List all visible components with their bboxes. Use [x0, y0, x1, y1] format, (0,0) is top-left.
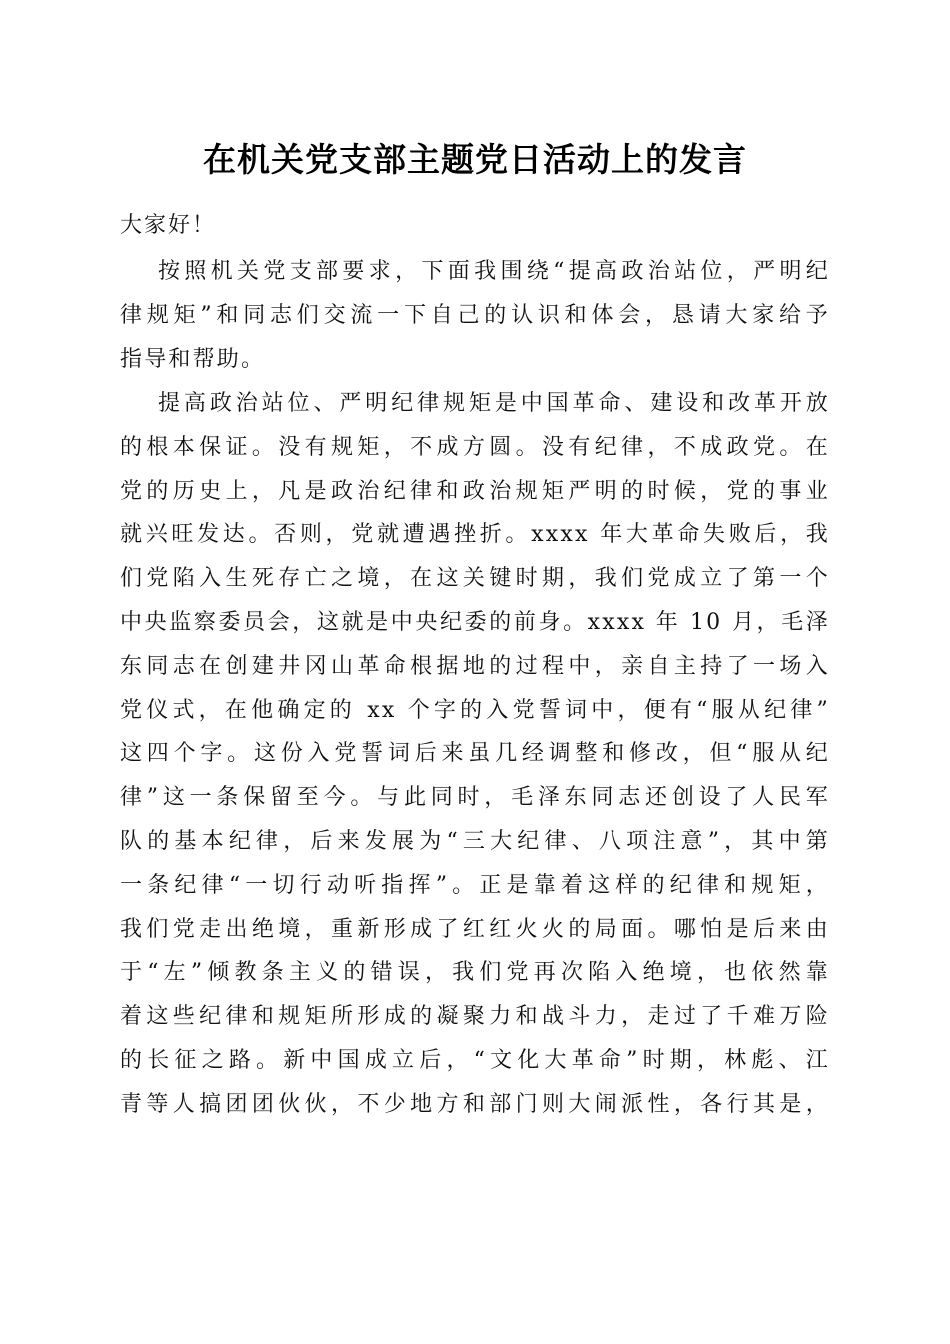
paragraph-line: 就兴旺发达。否则，党就遭遇挫折。xxxx 年大革命失败后，我: [120, 522, 830, 548]
paragraph-line: 律规矩”和同志们交流一下自己的认识和体会，恳请大家给予: [120, 302, 830, 328]
paragraph-line: 们党陷入生死存亡之境，在这关键时期，我们党成立了第一个: [120, 566, 830, 592]
paragraph-line: 党的历史上，凡是政治纪律和政治规矩严明的时候，党的事业: [120, 478, 830, 504]
paragraph-line: 着这些纪律和规矩所形成的凝聚力和战斗力，走过了千难万险: [120, 1004, 830, 1030]
greeting: 大家好！: [120, 213, 217, 238]
document-title: 在机关党支部主题党日活动上的发言: [203, 140, 747, 179]
paragraph-line: 的长征之路。新中国成立后，“文化大革命”时期，林彪、江: [120, 1047, 830, 1073]
paragraph-line: 一条纪律“一切行动听指挥”。正是靠着这样的纪律和规矩，: [120, 872, 830, 898]
paragraph-line: 中央监察委员会，这就是中央纪委的前身。xxxx 年 10 月，毛泽: [120, 609, 830, 635]
paragraph-line: 这四个字。这份入党誓词后来虽几经调整和修改，但“服从纪: [120, 741, 830, 767]
paragraph-line: 青等人搞团团伙伙，不少地方和部门则大闹派性，各行其是，: [120, 1091, 830, 1117]
paragraph-line: 党仪式，在他确定的 xx 个字的入党誓词中，便有“服从纪律”: [120, 697, 830, 723]
paragraph-line: 指导和帮助。: [120, 346, 266, 372]
paragraph-line: 按照机关党支部要求，下面我围绕“提高政治站位，严明纪: [158, 259, 830, 284]
paragraph-line: 我们党走出绝境，重新形成了红红火火的局面。哪怕是后来由: [120, 916, 830, 942]
paragraph-line: 的根本保证。没有规矩，不成方圆。没有纪律，不成政党。在: [120, 434, 830, 460]
paragraph-2: [120, 382, 830, 1127]
paragraph-line: 律”这一条保留至今。与此同时，毛泽东同志还创设了人民军: [120, 785, 830, 811]
paragraph-line: 于“左”倾教条主义的错误，我们党再次陷入绝境，也依然靠: [120, 960, 830, 986]
paragraph-line: 队的基本纪律，后来发展为“三大纪律、八项注意”，其中第: [120, 828, 830, 854]
paragraph-line: 东同志在创建井冈山革命根据地的过程中，亲自主持了一场入: [120, 653, 830, 679]
paragraph-1: [120, 250, 830, 381]
paragraph-line: 提高政治站位、严明纪律规矩是中国革命、建设和改革开放: [158, 391, 830, 416]
